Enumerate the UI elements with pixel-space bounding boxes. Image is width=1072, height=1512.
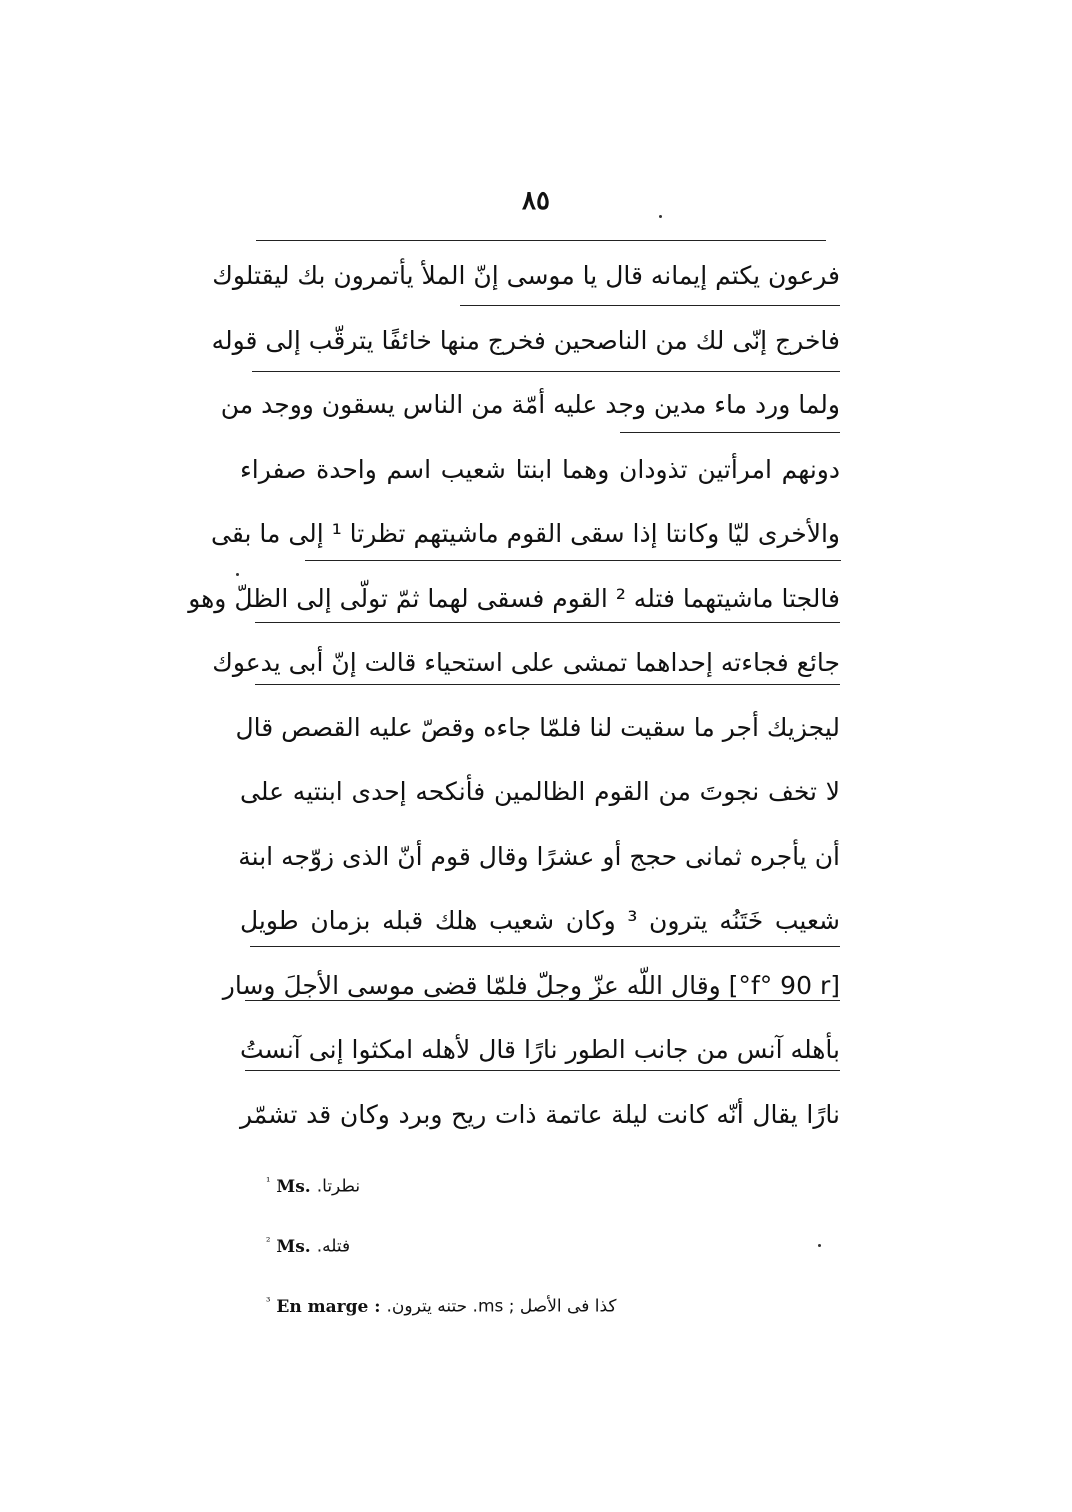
arabic-text-body <box>188 244 840 1147</box>
footnote <box>266 1282 826 1342</box>
text-line: فالجتا ماشيتهما فتله ² القوم فسقى لهما ثمّ تولّى إلى الظلّ وهو <box>188 583 840 613</box>
footnote-label: Ms. <box>276 1236 311 1257</box>
text-line: أن يأجره ثمانى حجج أو عشرًا وقال قوم أنّ الذى زوّجه ابنة <box>238 841 840 871</box>
footnotes <box>266 1162 826 1342</box>
text-line: شعيب خَتَنُه يترون ³ وكان شعيب هلك قبله بزمان طويل <box>240 906 840 935</box>
text-line: والأخرى ليّا وكانتا إذا سقى القوم ماشيتهم تظرتا ¹ إلى ما بقى <box>211 519 840 548</box>
footnote-label: En marge : <box>276 1296 381 1317</box>
footnote-mark: ² <box>266 1235 271 1248</box>
header-rule <box>256 240 826 241</box>
text-line: جائع فجاءته إحداهما تمشى على استحياء قالت إنّ أبى يدعوك <box>212 648 840 677</box>
footnote <box>266 1222 826 1282</box>
print-speck <box>659 215 662 218</box>
text-line: بأهله آنس من جانب الطور نارًا قال لأهله امكثوا إنى آنستُ <box>240 1035 840 1064</box>
text-line: دونهم امرأتين تذودان وهما ابنتا شعيب اسم واحدة صفراء <box>240 454 840 484</box>
text-line: [f° 90 r°] وقال اللّه عزّ وجلّ فلمّا قضى موسى الأجلَ وسار <box>222 970 840 1000</box>
footnote-text: كذا فى الأصل ; ms. حتنه يترون. <box>386 1296 617 1317</box>
text-line: نارًا يقال أنّه كانت ليلة عاتمة ذات ريح وبرد وكان قد تشمّر <box>240 1099 840 1129</box>
text-line: ليجزيك أجر ما سقيت لنا فلمّا جاءه وقصّ عليه القصص قال <box>235 712 840 742</box>
footnote-label: Ms. <box>276 1176 311 1197</box>
text-line: ولما ورد ماء مدين وجد عليه أمّة من الناس يسقون ووجد من <box>220 390 840 419</box>
footnote-mark: ¹ <box>266 1175 271 1188</box>
text-line: فرعون يكتم إيمانه قال يا موسى إنّ الملأ يأتمرون بك ليقتلوك <box>212 261 840 290</box>
footnote-mark: ³ <box>266 1295 271 1308</box>
text-line: لا تخف نجوتَ من القوم الظالمين فأنكحه إحدى ابنتيه على <box>240 777 840 806</box>
footnote <box>266 1162 826 1222</box>
text-line: فاخرج إنّى لك من الناصحين فخرج منها خائفًا يترقّب إلى قوله <box>211 325 840 355</box>
footnote-text: نطرتا. <box>316 1176 361 1197</box>
footnote-text: فتله. <box>316 1236 351 1257</box>
page-number: ٨٥ <box>522 186 550 216</box>
